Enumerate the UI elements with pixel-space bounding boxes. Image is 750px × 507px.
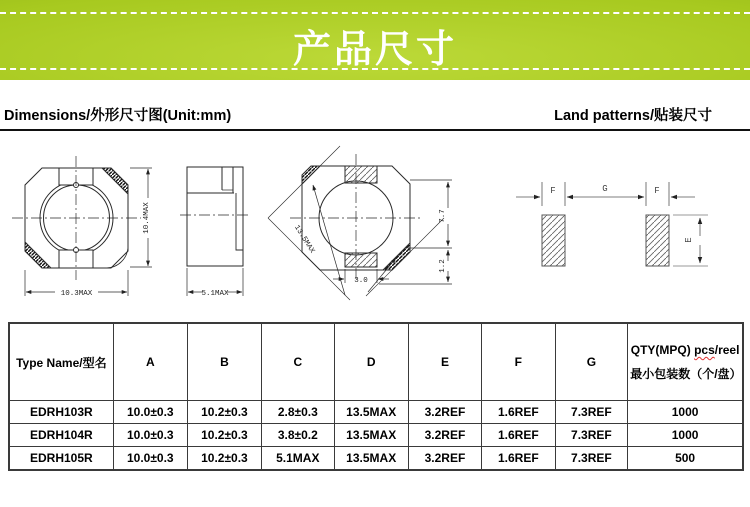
column-header-g: G: [555, 323, 628, 401]
table-cell: 10.2±0.3: [187, 401, 261, 424]
table-cell: 3.2REF: [408, 447, 481, 471]
land-pattern-pad-right: [646, 215, 669, 266]
top-view-electrode-bl: [25, 242, 51, 268]
table-cell: 3.2REF: [408, 401, 481, 424]
qty-header-line2: 最小包装数（个/盘）: [630, 367, 742, 381]
table-cell: 10.0±0.3: [113, 401, 187, 424]
type-name-cell: EDRH104R: [9, 424, 113, 447]
technical-drawings: [0, 140, 750, 320]
table-header-row: [9, 323, 743, 401]
bottom-view-pad-top: [345, 166, 377, 183]
column-header-e: E: [408, 323, 481, 401]
column-header-f: F: [482, 323, 555, 401]
table-cell: 13.5MAX: [334, 401, 408, 424]
column-header-qty: [628, 323, 743, 401]
table-cell: 10.2±0.3: [187, 424, 261, 447]
drawings-svg: [0, 140, 750, 320]
top-view-electrode-tr: [102, 168, 128, 194]
banner-dashed-line-top: [0, 12, 750, 14]
land-pattern-pad-left: [542, 215, 565, 266]
bottom-view-pad-width-label: 3.0: [354, 277, 368, 285]
column-header-a: A: [113, 323, 187, 401]
table-cell: 7.3REF: [555, 447, 628, 471]
bottom-view-pad-span-label: 7.7: [439, 209, 447, 223]
table-cell: 13.5MAX: [334, 424, 408, 447]
column-header-b: B: [187, 323, 261, 401]
column-header-c: C: [261, 323, 334, 401]
table-row: [9, 424, 743, 447]
land-pattern-f-right-label: F: [654, 186, 660, 196]
table-cell: 5.1MAX: [261, 447, 334, 471]
top-view-height-dim-label: 10.4MAX: [143, 202, 151, 234]
land-pattern-f-left-label: F: [550, 186, 556, 196]
bottom-view-electrode-tl: [302, 166, 320, 184]
column-header-d: D: [334, 323, 408, 401]
table-cell: 1.6REF: [482, 447, 555, 471]
table-cell: 3.2REF: [408, 424, 481, 447]
table-cell: 3.8±0.2: [261, 424, 334, 447]
bottom-view-pad-bottom: [345, 253, 377, 267]
land-pattern-drawing: [516, 182, 708, 266]
section-header-row: [0, 104, 750, 131]
land-patterns-section-title: Land patterns/贴装尺寸: [554, 108, 712, 124]
table-cell: 13.5MAX: [334, 447, 408, 471]
table-cell: 1000: [628, 424, 743, 447]
bottom-view-diagonal-dim-label: 13.5MAX: [292, 223, 316, 255]
table-cell: 10.2±0.3: [187, 447, 261, 471]
table-cell: 1.6REF: [482, 424, 555, 447]
dimensions-table: [8, 322, 744, 471]
table-cell: 10.0±0.3: [113, 424, 187, 447]
land-pattern-e-label: E: [684, 237, 694, 243]
dimensions-section-title: Dimensions/外形尺寸图(Unit:mm): [4, 108, 232, 124]
table-cell: 10.0±0.3: [113, 447, 187, 471]
table-cell: 500: [628, 447, 743, 471]
side-view-width-dim-label: 5.1MAX: [201, 290, 229, 298]
title-banner: [0, 0, 750, 80]
table-cell: 7.3REF: [555, 401, 628, 424]
table-cell: 2.8±0.3: [261, 401, 334, 424]
bottom-view-electrode-br: [383, 243, 410, 270]
bottom-view-pad-protrusion-label: 1.2: [439, 259, 447, 273]
table-cell: 1.6REF: [482, 401, 555, 424]
table-row: [9, 401, 743, 424]
table-row: [9, 447, 743, 471]
land-pattern-g-label: G: [602, 184, 608, 194]
qty-header-pcs: pcs: [694, 343, 715, 357]
side-view-drawing: [180, 167, 250, 298]
top-view-width-dim-label: 10.3MAX: [60, 290, 93, 298]
qty-header-prefix: QTY(MPQ): [630, 343, 695, 357]
table-cell: 7.3REF: [555, 424, 628, 447]
side-view-outline: [187, 167, 243, 266]
type-name-cell: EDRH103R: [9, 401, 113, 424]
column-header-type: Type Name/型名: [9, 323, 113, 401]
type-name-cell: EDRH105R: [9, 447, 113, 471]
top-view-drawing: [12, 156, 152, 298]
qty-header-suffix: /reel: [714, 343, 740, 357]
table-cell: 1000: [628, 401, 743, 424]
page-title: 产品尺寸: [292, 29, 457, 71]
bottom-view-drawing: [268, 146, 452, 300]
